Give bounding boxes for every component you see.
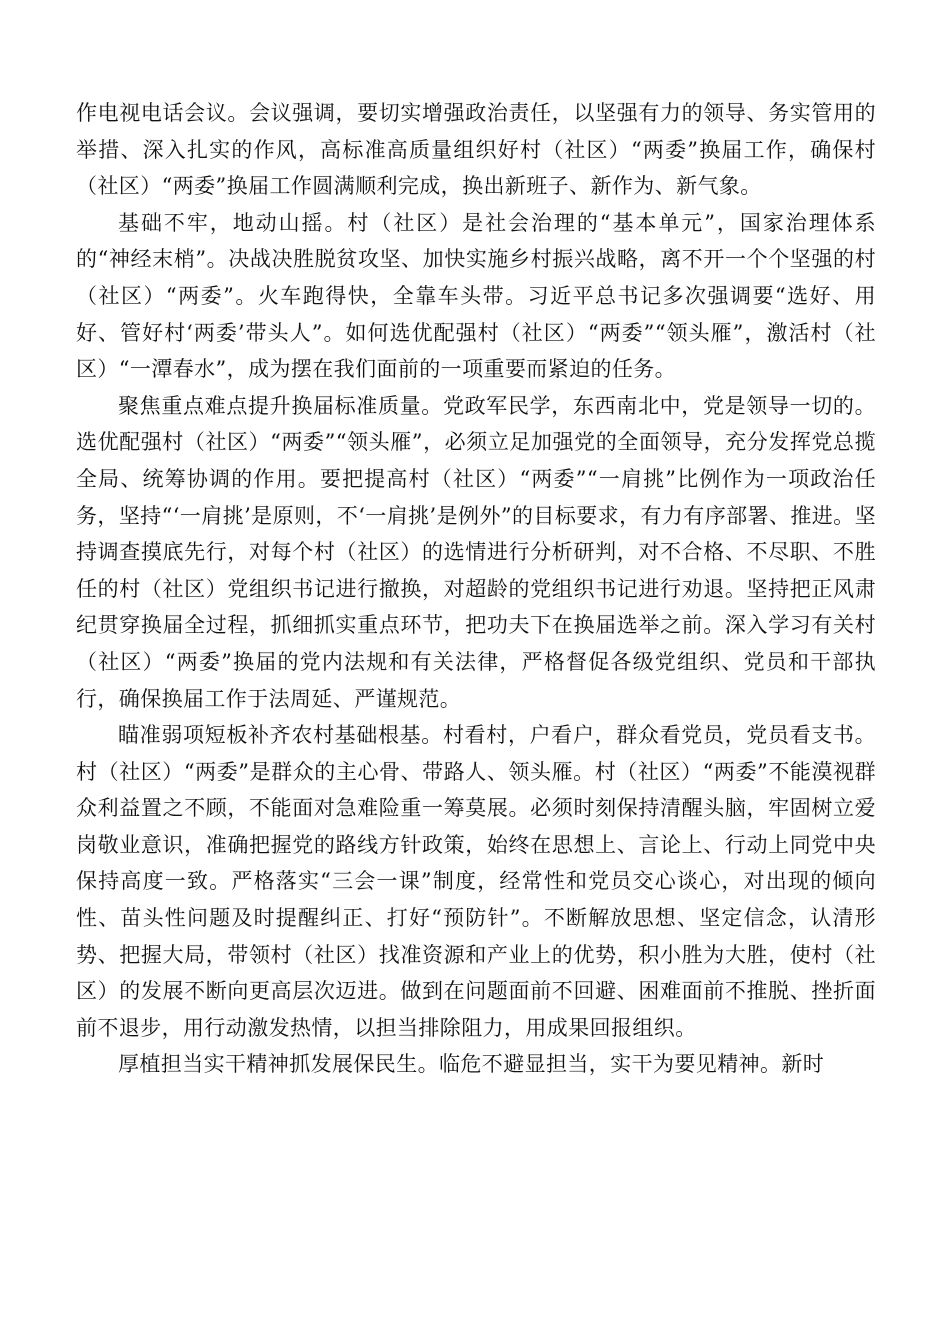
paragraph-focus-key-points: 聚焦重点难点提升换届标准质量。党政军民学，东西南北中，党是领导一切的。选优配强村（社区）“两委”“领头雁”，必须立足加强党的全面领导，充分发挥党总揽全局、统筹协调的作用。要把提高村（社区）“两委”“一肩挑”比例作为一项政治任务，坚持“‘一肩挑’是原则，不‘一肩挑’是例外”的目标要求，有力有序部署、推进。坚持调查摸底先行，对每个村（社区）的选情进行分析研判，对不合格、不尽职、不胜任的村（社区）党组织书记进行撤换，对超龄的党组织书记进行劝退。坚持把正风肃纪贯穿换届全过程，抓细抓实重点环节，把功夫下在换届选举之前。深入学习有关村（社区）“两委”换届的党内法规和有关法律，严格督促各级党组织、党员和干部执行，确保换届工作于法周延、严谨规范。	[76, 393, 876, 711]
document-page	[76, 95, 876, 1083]
paragraph-responsibility: 厚植担当实干精神抓发展保民生。临危不避显担当，实干为要见精神。新时	[118, 1052, 825, 1077]
paragraph-weak-points: 瞄准弱项短板补齐农村基础根基。村看村，户看户，群众看党员，党员看支书。村（社区）“两委”是群众的主心骨、带路人、领头雁。村（社区）“两委”不能漠视群众利益置之不顾，不能面对急难险重一筹莫展。必须时刻保持清醒头脑，牢固树立爱岗敬业意识，准确把握党的路线方针政策，始终在思想上、言论上、行动上同党中央保持高度一致。严格落实“三会一课”制度，经常性和党员交心谈心，对出现的倾向性、苗头性问题及时提醒纠正、打好“预防针”。不断解放思想、坚定信念，认清形势、把握大局，带领村（社区）找准资源和产业上的优势，积小胜为大胜，使村（社区）的发展不断向更高层次迈进。做到在问题面前不回避、困难面前不推脱、挫折面前不退步，用行动激发热情，以担当排除阻力，用成果回报组织。	[76, 723, 876, 1040]
paragraph-continuation: 作电视电话会议。会议强调，要切实增强政治责任，以坚强有力的领导、务实管用的举措、深入扎实的作风，高标准高质量组织好村（社区）“两委”换届工作，确保村（社区）“两委”换届工作圆满顺利完成，换出新班子、新作为、新气象。	[76, 101, 876, 199]
paragraph-foundation: 基础不牢，地动山摇。村（社区）是社会治理的“基本单元”，国家治理体系的“神经末梢”。决战决胜脱贫攻坚、加快实施乡村振兴战略，离不开一个个坚强的村（社区）“两委”。火车跑得快，全靠车头带。习近平总书记多次强调要“选好、用好、管好村‘两委’带头人”。如何选优配强村（社区）“两委”“领头雁”，激活村（社区）“一潭春水”，成为摆在我们面前的一项重要而紧迫的任务。	[76, 210, 876, 382]
